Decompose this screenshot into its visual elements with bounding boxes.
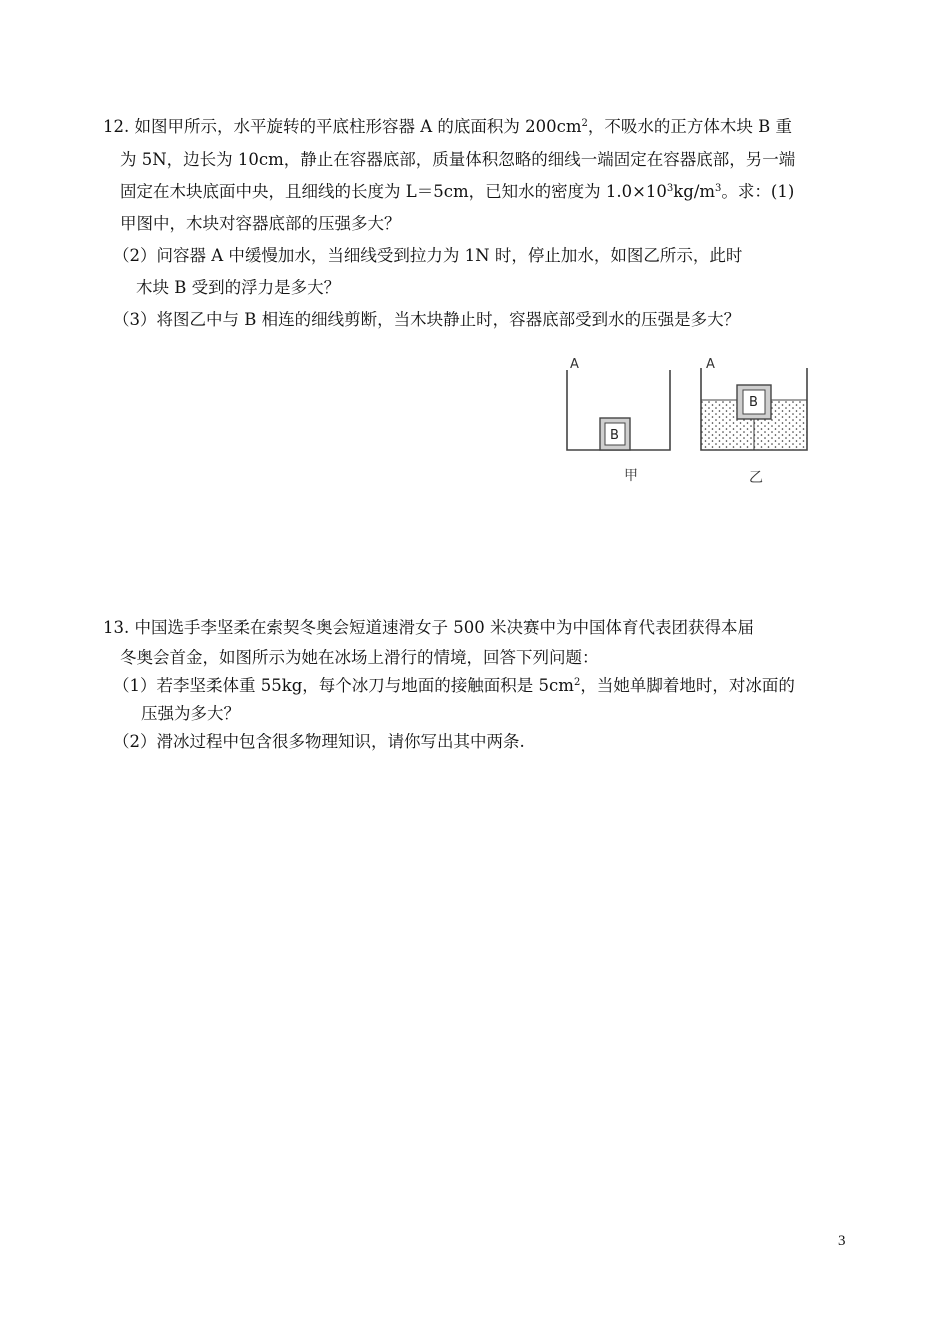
q13-part-1 <box>113 675 795 697</box>
q12-text: 。求：(1) <box>721 182 795 201</box>
container-jia <box>567 357 670 484</box>
q12-text: kg/m <box>673 182 716 201</box>
container-figure <box>560 346 820 496</box>
q12-text: 12. 如图甲所示，水平旋转的平底柱形容器 A 的底面积为 200cm <box>103 117 582 136</box>
q13-text: （1）若李坚柔体重 55kg，每个冰刀与地面的接触面积是 5cm <box>113 676 574 695</box>
q12-line-2: 为 5N，边长为 10cm，静止在容器底部，质量体积忽略的细线一端固定在容器底部，另一端 <box>120 150 796 169</box>
label-a-left: A <box>570 357 579 372</box>
label-b-right: B <box>749 395 758 410</box>
q12-part-2: （2）问容器 A 中缓慢加水，当细线受到拉力为 1N 时，停止加水，如图乙所示，此时 <box>113 246 743 265</box>
superscript: 3 <box>666 183 674 194</box>
q12-text: ，不吸水的正方体木块 B 重 <box>587 117 793 136</box>
caption-yi: 乙 <box>749 470 763 486</box>
container-yi <box>701 357 807 486</box>
superscript: 2 <box>573 677 581 688</box>
q12-text: 固定在木块底面中央，且细线的长度为 L＝5cm，已知水的密度为 1.0×10 <box>120 182 667 201</box>
q12-line-1 <box>103 116 792 138</box>
q13-line-1: 13. 中国选手李坚柔在索契冬奥会短道速滑女子 500 米决赛中为中国体育代表团获得本届 <box>103 618 754 637</box>
q13-part-2: （2）滑冰过程中包含很多物理知识，请你写出其中两条. <box>113 732 525 751</box>
q12-part-3: （3）将图乙中与 B 相连的细线剪断，当木块静止时，容器底部受到水的压强是多大？ <box>113 310 741 329</box>
label-b-left: B <box>610 428 619 443</box>
page-number: 3 <box>838 1233 846 1249</box>
superscript: 3 <box>715 183 722 194</box>
q13-text: ，当她单脚着地时，对冰面的 <box>580 676 795 695</box>
label-a-right: A <box>706 357 715 372</box>
q13-part-1-cont: 压强为多大？ <box>141 704 240 723</box>
q12-line-3 <box>120 181 794 203</box>
superscript: 2 <box>581 118 588 129</box>
caption-jia: 甲 <box>624 468 638 484</box>
q12-part-2-cont: 木块 B 受到的浮力是多大？ <box>136 278 341 297</box>
q13-line-2: 冬奥会首金，如图所示为她在冰场上滑行的情境，回答下列问题： <box>120 648 599 667</box>
q12-line-4: 甲图中，木块对容器底部的压强多大？ <box>120 214 401 233</box>
